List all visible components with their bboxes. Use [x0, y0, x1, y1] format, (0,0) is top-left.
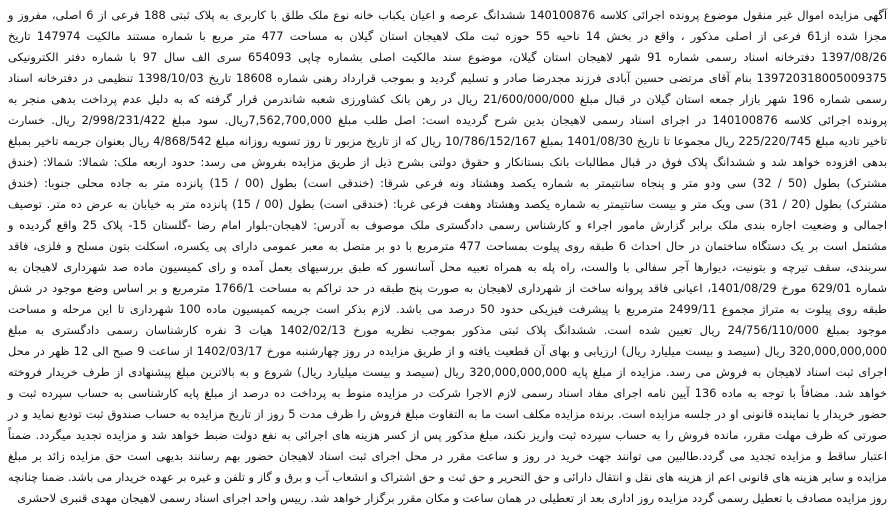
- notice-line: اعتبار ساقط و مزایده تجدید می گردد.طالبین می توانند جهت خرید در روز و ساعت مقرر در محل اجرای ثبت اسناد لاهیجان حضور بهم رسانند بدیهی است حق مزایده زائد بر مبلغ: [8, 449, 887, 463]
- notice-line: طبقه روی پیلوت به متراژ مجموع 2499/11 مترمربع با پیشرفت فیزیکی حدود 50 درصد می باشد. لازم بذکر است جریمه کمیسیون ماده 100 شهرداری تا این مرحله و مساحت: [8, 302, 887, 316]
- notice-line: 320,000,000,000 ریال (سیصد و بیست میلیارد ریال) ارزیابی و بهای آن قطعیت یافته و از طریق مزایده در روز چهارشنبه مورخ 1402/03/17 از ساعت 9 صبح الی 12 ظهر در محل: [8, 344, 887, 358]
- notice-line: 139720318005009375 بنام آقای مرتضی حسین آبادی فرزند مجدرضا صادر و تسلیم گردید و بموجب قرارداد رهنی شماره 18608 تاریخ 1398/10/03 تنظیمی در دفترخانه اسناد: [8, 71, 888, 85]
- notice-line: اجمالی و وضعیت اجاره بندی ملک برابر گزارش مامور اجراء و کارشناس رسمی دادگستری ملک موصوف به آدرس: لاهیجان-بلوار امام رضا -گلستان 15- پلاک 25 واقع گردیده و: [8, 218, 888, 232]
- notice-line: مشترک) بطول (50 / 32) سی ودو متر و پنجاه سانتیمتر به شماره یکصد وهشتاد ونه فرعی شرقا: (خندقی است) بطول (00 / 15) پانزده متر به جاده محلی جنوبا: (خندق: [8, 176, 887, 190]
- notice-line: مجزا شده از61 فرعی از اصلی مذکور ، واقع در بخش 14 ناحیه 55 حوزه ثبت ملک لاهیجان استان گیلان به مساحت 477 متر مربع با شماره مستند مالکیت 147974 تاریخ: [8, 29, 887, 43]
- notice-line: شماره 629/01 مورخ 1401/08/29، اعیانی فاقد پروانه ساخت از شهرداری لاهیجان به صورت پنج طبقه در حد تراکم به مساحت 1766/1 مترمربع و بر اساس وضع موجود در شش: [8, 281, 887, 295]
- notice-line: 1397/08/26 دفترخانه اسناد رسمی شماره 91 شهر لاهیجان استان گیلان، موضوع سند مالکیت اصلی بشماره چاپی 654093 سری الف سال 97 با شماره دفتر الکترونیکی: [8, 50, 887, 64]
- notice-line: پرونده اجرائی کلاسه 140100876 در اجرای اسناد رسمی لاهیجان بدین شرح گردیده است: اصل طلب مبلغ 7,562,700,000ریال. سود مبلغ 2/998/231/422 ریال. خسارت: [8, 113, 887, 127]
- notice-line: خواهد شد. مضافاً با توجه به ماده 136 آیین نامه اجرای مفاد اسناد رسمی لازم الاجرا شرکت در مزایده منوط به پرداخت ده درصد از مبلغ پایه کارشناسی به حساب سپرده ثبت و: [8, 386, 887, 400]
- notice-line: بدهی افزوده خواهد شد و ششدانگ پلاک فوق در قبال مطالبات بانک بستانکار و حقوق دولتی بشرح ذیل از طریق مزایده بفروش می رسد: حدود اربعه ملک: شمالا: شمالا: (خندق: [8, 155, 887, 169]
- notice-line: سربندی، سقف تیرچه و بتونیت، دیوارها آجر سفالی با والست، راه پله به همراه تعبیه محل آسانسور که طبق بررسیهای بعمل آمده و رای کمیسیون ماده صد شهرداری لاهیجان به: [8, 260, 887, 274]
- notice-line: موجود بمبلغ 24/756/110/000 ریال تعیین شده است. ششدانگ پلاک ثبتی مذکور بموجب نظریه مورخ 1402/02/13 هیات 3 نفره کارشناسان رسمی دادگستری به مبلغ: [8, 323, 887, 337]
- notice-line: مشترک) بطول (20 / 31) سی ویک متر و بیست سانتیمتر به شماره یکصد وهشتاد وهفت فرعی غربا: (خندقی است) بطول (00 / 15) پانزده متر به خیابان به عرض ده متر. توصیف: [8, 197, 887, 211]
- notice-line: مزایده و سایر هزینه های قانونی اعم از هزینه های نقل و انتقال دارائی و حق التحریر و حق ثبت و حق اشتراک و انشعاب آب و برق و گاز و تلفن و غیره بر عهده خریدار می باشد. ضمنا چنانچه: [8, 471, 887, 484]
- notice-line: اجرای ثبت اسناد لاهیجان به فروش می رسد. مزایده از مبلغ پایه 320,000,000,000 ریال (سیصد و بیست میلیارد ریال) شروع و به بالاترین مبلغ پیشنهادی از طرف خریدار فروخته: [8, 365, 887, 379]
- notice-line: صورتی که ظرف مهلت مقرر، مانده فروش را به حساب سپرده ثبت واریز نکند، مبلغ مذکور پس از کسر هزینه های اجرائی به نفع دولت ضبط خواهد شد و مزایده تجدید میگردد. ضمناً: [8, 428, 887, 442]
- notice-line: آگهی مزایده اموال غیر منقول موضوع پرونده اجرائی کلاسه 140100876 ششدانگ عرصه و اعیان یکباب خانه نوع ملک طلق با کاربری به پلاک ثبتی 188 فرعی از 6 اصلی، مفروز و: [8, 8, 887, 22]
- notice-line: روز مزایده مصادف با تعطیل رسمی گردد مزایده روز اداری بعد از تعطیلی در همان ساعت و مکان مقرر برگزار خواهد شد. رییس واحد اجرای اسناد رسمی لاهیجان مهدی قنبری لاحشری: [17, 491, 887, 505]
- notice-line: رسمی شماره 196 شهر بازار جمعه استان گیلان در قبال مبلغ 21/600/000/000 ریال در رهن بانک کشاورزی شعبه شاندرمن قرار گرفته که به دلیل عدم پرداخت بدهی منجر به: [8, 92, 888, 106]
- notice-line: تاخیر تادیه مبلغ 225/220/745 ریال مجموعا تا تاریخ 1401/08/30 بمبلغ 10/786/152/167 ریال که از تاریخ مزبور تا روز تسویه روزانه مبلغ 4/868/542 ریال بعنوان جریمه تاخیر بمبلغ: [8, 134, 887, 148]
- notice-line: مشتمل است بر یک دستگاه ساختمان در حال احداث 6 طبقه روی پیلوت بمساحت 477 مترمربع با دو بر متصل به معبر عمومی دارای پی یکسره، اسکلت بتون مسلح و فلزی، فاقد: [8, 239, 887, 253]
- notice-line: حضور خریدار یا نماینده قانونی او در جلسه مزایده است. برنده مزایده مکلف است ما به التفاوت مبلغ فروش را ظرف مدت 5 روز از تاریخ مزایده به حساب صندوق ثبت تودیع نماید و در: [8, 407, 887, 421]
